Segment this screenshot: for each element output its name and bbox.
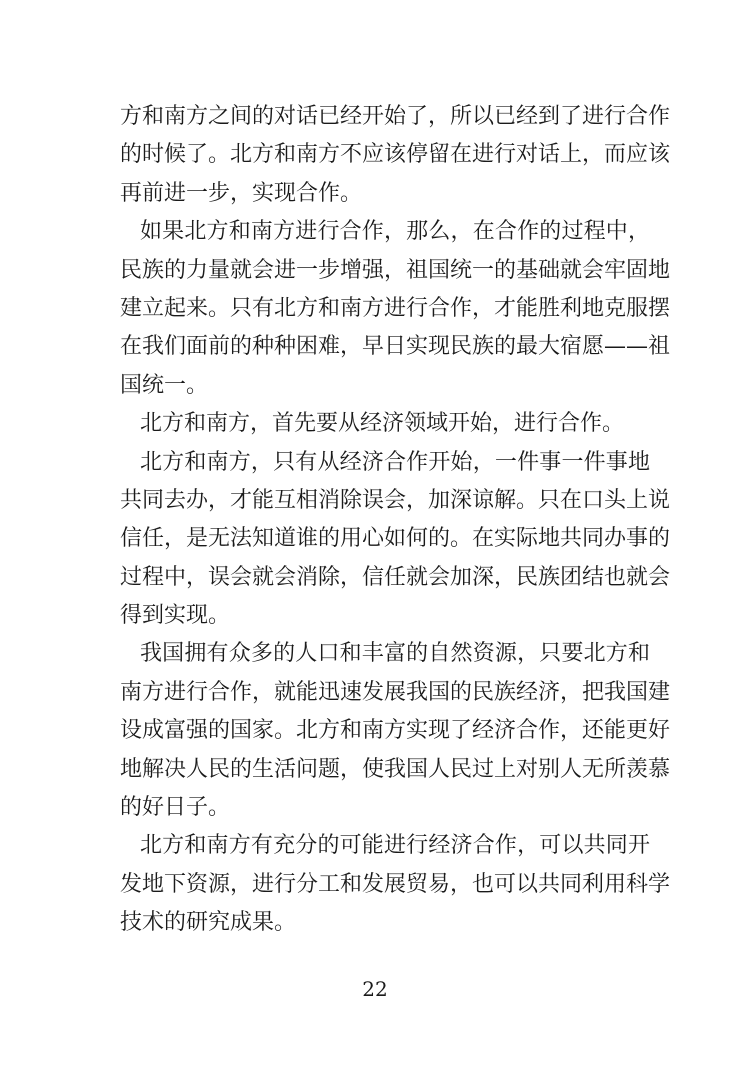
paragraph <box>120 635 671 827</box>
paragraph <box>120 405 650 443</box>
text-line: 如果北方和南方进行合作，那么，在合作的过程中， <box>140 219 650 245</box>
text-line: 北方和南方，只有从经济合作开始，一件事一件事地 <box>140 449 650 475</box>
text-line: 我国拥有众多的人口和丰富的自然资源，只要北方和 <box>140 641 650 667</box>
text-line: 南方进行合作，就能迅速发展我国的民族经济，把我国建 <box>120 679 671 705</box>
paragraph <box>120 98 671 213</box>
paragraph <box>120 213 671 405</box>
text-line: 在我们面前的种种困难，早日实现民族的最大宿愿——祖 <box>120 334 671 360</box>
text-line: 过程中，误会就会消除，信任就会加深，民族团结也就会 <box>120 564 671 590</box>
text-line: 的好日子。 <box>120 795 231 821</box>
text-line: 国统一。 <box>120 372 209 398</box>
text-line: 北方和南方，首先要从经济领域开始，进行合作。 <box>140 411 625 437</box>
text-line: 设成富强的国家。北方和南方实现了经济合作，还能更好 <box>120 718 671 744</box>
paragraph <box>120 827 671 942</box>
text-line: 民族的力量就会进一步增强，祖国统一的基础就会牢固地 <box>120 257 671 283</box>
text-line: 地解决人民的生活问题，使我国人民过上对别人无所羡慕 <box>120 756 671 782</box>
text-line: 北方和南方有充分的可能进行经济合作，可以共同开 <box>140 833 650 859</box>
text-line: 建立起来。只有北方和南方进行合作，才能胜利地克服摆 <box>120 295 671 321</box>
text-line: 得到实现。 <box>120 603 231 629</box>
body-text <box>120 98 671 943</box>
paragraph <box>120 444 671 636</box>
page-number: 22 <box>362 977 388 1001</box>
text-line: 发地下资源，进行分工和发展贸易，也可以共同利用科学 <box>120 871 671 897</box>
text-line: 共同去办，才能互相消除误会，加深谅解。只在口头上说 <box>120 487 671 513</box>
text-line: 方和南方之间的对话已经开始了，所以已经到了进行合作 <box>120 104 671 129</box>
text-line: 再前进一步，实现合作。 <box>120 180 363 206</box>
text-line: 技术的研究成果。 <box>120 910 297 936</box>
text-line: 的时候了。北方和南方不应该停留在进行对话上，而应该 <box>120 142 671 168</box>
text-line: 信任，是无法知道谁的用心如何的。在实际地共同办事的 <box>120 526 671 552</box>
